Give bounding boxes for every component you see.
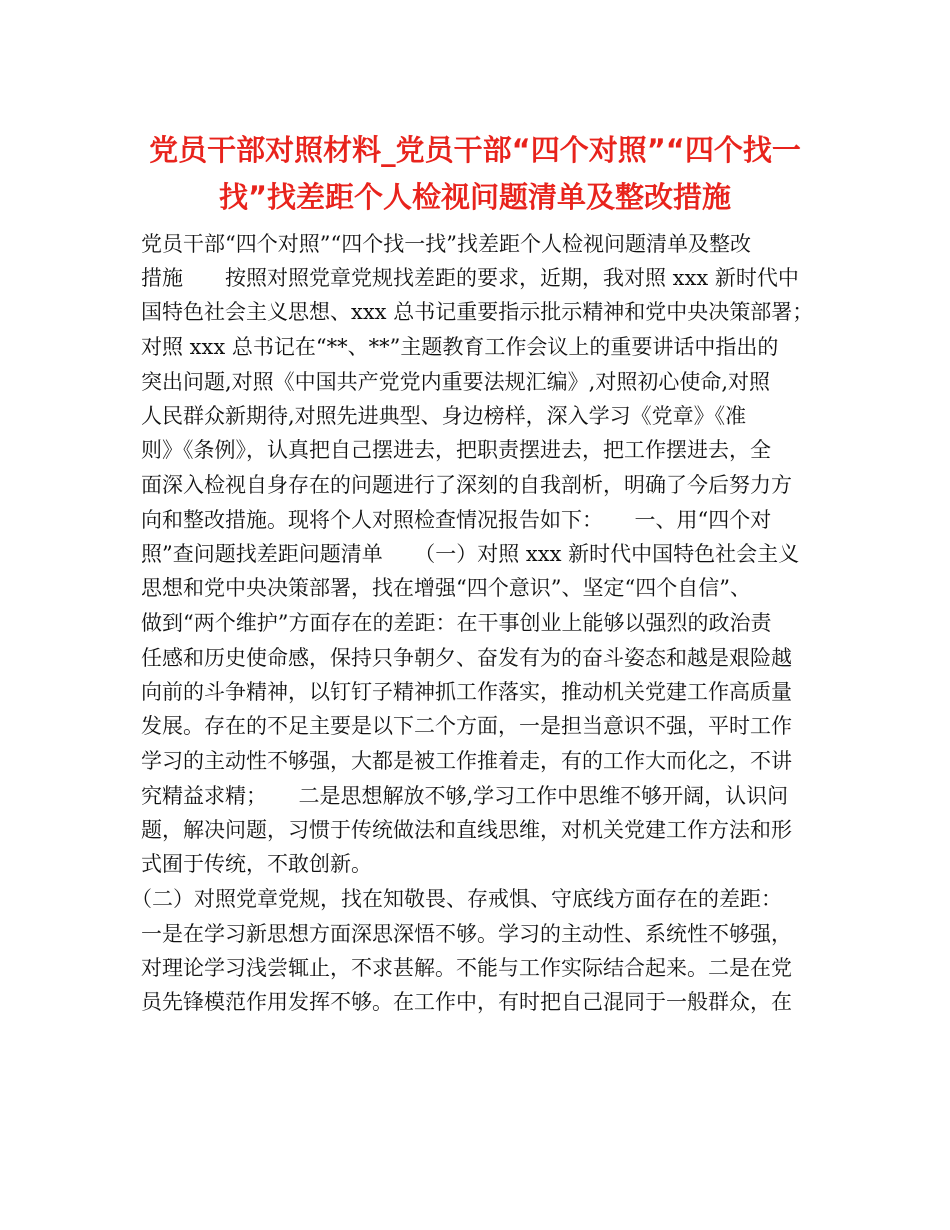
- body-text-line: 对理论学习浅尝辄止，不求甚解。不能与工作实际结合起来。二是在党: [141, 956, 792, 980]
- body-text-line: 任感和历史使命感，保持只争朝夕、奋发有为的奋斗姿态和越是艰险越: [141, 646, 792, 670]
- body-text-line: 发展。存在的不足主要是以下二个方面，一是担当意识不强，平时工作: [141, 714, 792, 738]
- document-title-line-2: 找”找差距个人检视问题清单及整改措施: [218, 180, 732, 214]
- body-text-line: 题，解决问题，习惯于传统做法和直线思维，对机关党建工作方法和形: [141, 818, 792, 842]
- body-text-line: 做到“两个维护”方面存在的差距：在干事创业上能够以强烈的政治责: [141, 611, 772, 635]
- body-text-line: 对照 xxx 总书记在“**、**”主题教育工作会议上的重要讲话中指出的: [141, 335, 779, 359]
- body-text-line: 向前的斗争精神，以钉钉子精神抓工作落实，推动机关党建工作高质量: [141, 680, 792, 704]
- body-text-line: 面深入检视自身存在的问题进行了深刻的自我剖析，明确了今后努力方: [141, 473, 792, 497]
- body-text-line: 则》《条例》，认真把自己摆进去，把职责摆进去，把工作摆进去，全: [141, 438, 771, 462]
- body-text-line: 式囿于传统，不敢创新。: [141, 852, 372, 876]
- body-text-line: 究精益求精； 二是思想解放不够,学习工作中思维不够开阔，认识问: [141, 784, 789, 808]
- body-text-line: 员先锋模范作用发挥不够。在工作中，有时把自己混同于一般群众，在: [141, 990, 792, 1014]
- body-text-line: （二）对照党章党规，找在知敬畏、存戒惧、守底线方面存在的差距：: [131, 887, 782, 911]
- body-text-line: 向和整改措施。现将个人对照检查情况报告如下： 一、用“四个对: [141, 508, 772, 532]
- body-text-line: 照”查问题找差距问题清单 （一）对照 xxx 新时代中国特色社会主义: [141, 542, 800, 566]
- body-text-line: 思想和党中央决策部署，找在增强“四个意识”、坚定“四个自信”、: [141, 576, 751, 600]
- body-text-line: 措施 按照对照党章党规找差距的要求，近期，我对照 xxx 新时代中: [141, 266, 799, 290]
- body-text-line: 党员干部“四个对照”“四个找一找”找差距个人检视问题清单及整改: [141, 232, 751, 256]
- document-title-line-1: 党员干部对照材料_党员干部“四个对照”“四个找一: [149, 133, 801, 167]
- body-text-line: 一是在学习新思想方面深思深悟不够。学习的主动性、系统性不够强，: [141, 922, 792, 946]
- body-text-line: 突出问题,对照《中国共产党党内重要法规汇编》,对照初心使命,对照: [141, 370, 771, 394]
- body-text-line: 学习的主动性不够强，大都是被工作推着走，有的工作大而化之，不讲: [141, 749, 792, 773]
- body-text-line: 国特色社会主义思想、xxx 总书记重要指示批示精神和党中央决策部署；: [141, 300, 814, 324]
- body-text-line: 人民群众新期待,对照先进典型、身边榜样，深入学习《党章》《准: [141, 404, 747, 428]
